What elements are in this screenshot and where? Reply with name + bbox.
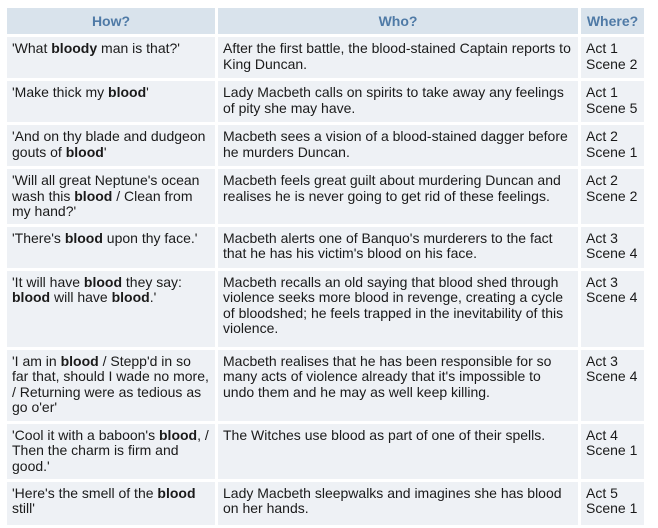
table-row [7, 125, 644, 166]
quote-text: / Clean from my hand?' [12, 187, 193, 219]
quote-cell [7, 350, 215, 421]
table-row [7, 37, 644, 78]
quote-emphasis: blood [65, 143, 104, 160]
act-label: Act 3 [586, 352, 618, 369]
quote-text: 'What [12, 40, 52, 56]
quote-text: 'Here's the smell of the [12, 484, 158, 501]
table-row [7, 81, 644, 122]
quote-emphasis: blood [108, 84, 147, 100]
blood-quotes-table [4, 5, 647, 528]
act-label: Act 2 [586, 172, 618, 188]
explanation-cell: Macbeth recalls an old saying that blood shed through violence seeks more blood in revenge, creating a cycle of bloodshed; he feels trapped in the inevitability of this violence. [218, 271, 578, 347]
table-row [7, 482, 644, 525]
act-label: Act 4 [586, 426, 618, 443]
column-header-where: Where? [581, 8, 644, 34]
quote-emphasis: blood [83, 273, 123, 290]
quote-text: .' [149, 289, 157, 305]
act-label: Act 5 [586, 484, 618, 501]
quote-text: will have [50, 289, 112, 305]
location-cell [581, 169, 644, 224]
explanation-cell: Macbeth realises that he has been responsible for so many acts of violence already that it's impossible to undo them and he may as well keep killing. [218, 350, 578, 421]
act-label: Act 3 [586, 273, 618, 290]
quote-cell [7, 169, 215, 224]
location-cell [581, 227, 644, 268]
explanation-cell: Lady Macbeth sleepwalks and imagines she has blood on her hands. [218, 482, 578, 525]
act-label: Act 2 [586, 128, 618, 144]
quote-emphasis: blood [60, 352, 99, 369]
header-row [7, 8, 644, 34]
scene-label: Scene 2 [586, 55, 638, 72]
quote-emphasis: blood [12, 289, 51, 305]
quote-text: 'It will have [12, 273, 84, 290]
quote-text: ' [146, 84, 149, 100]
act-label: Act 3 [586, 229, 618, 246]
explanation-cell: The Witches use blood as part of one of their spells. [218, 424, 578, 479]
scene-label: Scene 1 [586, 143, 638, 160]
quote-text: 'And on thy blade and dudgeon gouts of [12, 128, 206, 160]
table-row [7, 350, 644, 421]
location-cell [581, 350, 644, 421]
quote-emphasis: bloody [51, 40, 98, 56]
quote-text: 'Make thick my [12, 84, 109, 100]
quote-emphasis: blood [111, 289, 150, 305]
explanation-cell: Macbeth alerts one of Banquo's murderers to the fact that he has his victim's blood on his face. [218, 227, 578, 268]
quote-text: 'Will all great Neptune's ocean wash this [12, 172, 200, 204]
explanation-cell: Macbeth sees a vision of a blood-stained dagger before he murders Duncan. [218, 125, 578, 166]
location-cell [581, 271, 644, 347]
quote-cell [7, 227, 215, 268]
explanation-cell: Lady Macbeth calls on spirits to take away any feelings of pity she may have. [218, 81, 578, 122]
location-cell [581, 81, 644, 122]
quote-text: 'I am in [12, 352, 61, 369]
table-row [7, 169, 644, 224]
act-label: Act 1 [586, 40, 618, 56]
quote-emphasis: blood [74, 187, 113, 204]
location-cell [581, 37, 644, 78]
table-row [7, 227, 644, 268]
scene-label: Scene 4 [586, 368, 638, 384]
quote-text: they say: [122, 273, 182, 290]
quote-emphasis: blood [159, 426, 198, 443]
scene-label: Scene 4 [586, 289, 638, 305]
quote-emphasis: blood [64, 229, 103, 246]
explanation-cell: After the first battle, the blood-stained Captain reports to King Duncan. [218, 37, 578, 78]
quote-cell [7, 125, 215, 166]
quote-cell [7, 424, 215, 479]
scene-label: Scene 4 [586, 245, 638, 261]
quote-cell [7, 37, 215, 78]
quote-cell [7, 482, 215, 525]
quote-text: 'There's [12, 229, 65, 246]
act-label: Act 1 [586, 84, 618, 100]
quote-emphasis: blood [157, 484, 196, 501]
table-row [7, 271, 644, 347]
quote-text: / Stepp'd in so far that, should I wade no more, / Returning were as tedious as go o'er' [12, 352, 209, 415]
quote-text: still' [12, 500, 35, 516]
quote-text: man is that?' [97, 40, 180, 56]
quote-cell [7, 81, 215, 122]
table-row [7, 424, 644, 479]
location-cell [581, 125, 644, 166]
location-cell [581, 482, 644, 525]
quote-text: ' [103, 143, 107, 160]
quote-text: upon thy face.' [102, 229, 198, 246]
column-header-how: How? [7, 8, 215, 34]
column-header-who: Who? [218, 8, 578, 34]
location-cell [581, 424, 644, 479]
scene-label: Scene 1 [586, 442, 638, 458]
quote-text: , / Then the charm is firm and good.' [12, 426, 209, 474]
scene-label: Scene 2 [586, 187, 638, 204]
quote-text: 'Cool it with a baboon's [12, 426, 159, 443]
scene-label: Scene 1 [586, 500, 638, 516]
quote-cell [7, 271, 215, 347]
scene-label: Scene 5 [586, 99, 638, 116]
explanation-cell: Macbeth feels great guilt about murdering Duncan and realises he is never going to get rid of these feelings. [218, 169, 578, 224]
